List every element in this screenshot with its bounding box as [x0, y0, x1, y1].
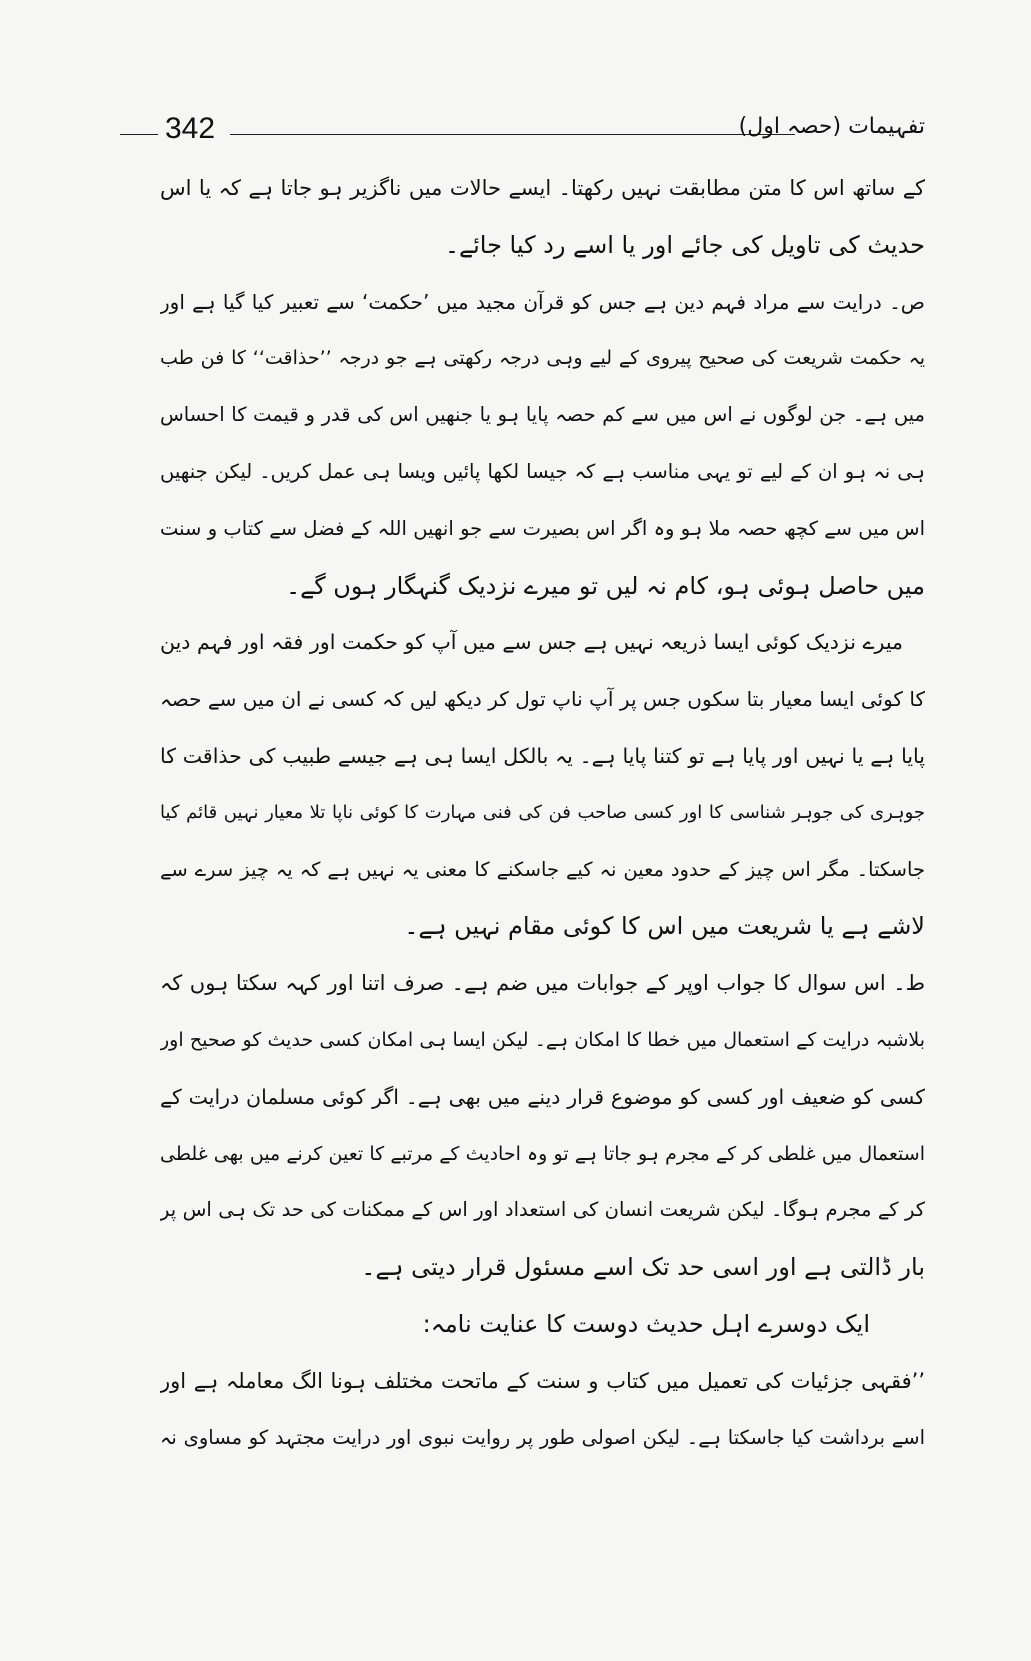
text-line: ’’فقہی جزئیات کی تعمیل میں کتاب و سنت کے ماتحت مختلف ہونا الگ معاملہ ہے اور	[160, 1368, 925, 1393]
text-line: یہ حکمت شریعت کی صحیح پیروی کے لیے وہی درجہ رکھتی ہے جو درجہ ’’حذاقت‘‘ کا فن طب	[160, 347, 925, 370]
text-line: ہی نہ ہو ان کے لیے تو یہی مناسب ہے کہ جیسا لکھا پائیں ویسا ہی عمل کریں۔ لیکن جنھیں	[160, 459, 925, 483]
text-line: کا کوئی ایسا معیار بتا سکوں جس پر آپ ناپ تول کر دیکھ لیں کہ کسی نے ان میں سے حصہ	[160, 687, 925, 712]
text-line: کے ساتھ اس کا متن مطابقت نہیں رکھتا۔ ایسے حالات میں ناگزیر ہو جاتا ہے کہ یا اس	[160, 176, 925, 200]
book-title: تفہیمات (حصہ اول)	[738, 114, 925, 139]
text-line: ط۔ اس سوال کا جواب اوپر کے جوابات میں ضم ہے۔ صرف اتنا اور کہہ سکتا ہوں کہ	[160, 971, 925, 996]
text-line: بلاشبہ درایت کے استعمال میں خطا کا امکان ہے۔ لیکن ایسا ہی امکان کسی حدیث کو صحیح اور	[160, 1028, 925, 1051]
text-line: جاسکتا۔ مگر اس چیز کے حدود معین نہ کیے جاسکنے کا معنی یہ نہیں ہے کہ یہ چیز سرے سے	[160, 857, 925, 881]
text-line: اسے برداشت کیا جاسکتا ہے۔ لیکن اصولی طور پر روایت نبوی اور درایت مجتہد کو مساوی نہ	[160, 1425, 925, 1449]
page-body	[160, 160, 925, 1466]
header-rule	[230, 134, 795, 135]
text-line: پایا ہے یا نہیں اور پایا ہے تو کتنا پایا ہے۔ یہ بالکل ایسا ہی ہے جیسے طبیب کی حذاقت کا	[160, 743, 925, 768]
text-line: استعمال میں غلطی کر کے مجرم ہو جاتا ہے تو وہ احادیث کے مرتبے کا تعین کرنے میں بھی غلطی	[160, 1142, 925, 1165]
text-line: لاشے ہے یا شریعت میں اس کا کوئی مقام نہیں ہے۔	[404, 912, 925, 941]
header-dash	[120, 134, 158, 135]
text-line: بار ڈالتی ہے اور اسی حد تک اسے مسئول قرار دیتی ہے۔	[361, 1253, 925, 1282]
running-header	[120, 112, 925, 152]
text-line: میں ہے۔ جن لوگوں نے اس میں سے کم حصہ پایا ہو یا جنھیں اس کی قدر و قیمت کا احساس	[160, 403, 925, 427]
text-line: میرے نزدیک کوئی ایسا ذریعہ نہیں ہے جس سے میں آپ کو حکمت اور فقہ اور فہم دین	[160, 630, 903, 655]
text-line: میں حاصل ہوئی ہو، کام نہ لیں تو میرے نزدیک گنہگار ہوں گے۔	[286, 571, 925, 600]
text-line: حدیث کی تاویل کی جائے اور یا اسے رد کیا جائے۔	[444, 230, 925, 259]
text-line: جوہری کی جوہر شناسی کا اور کسی صاحب فن کی فنی مہارت کا کوئی ناپا تلا معیار نہیں قائم کیا	[160, 801, 925, 823]
text-line: کر کے مجرم ہوگا۔ لیکن شریعت انسان کی استعداد اور اس کے ممکنات کی حد تک ہی اس پر	[160, 1198, 925, 1222]
text-line: کسی کو ضعیف اور کسی کو موضوع قرار دینے میں بھی ہے۔ اگر کوئی مسلمان درایت کے	[160, 1084, 925, 1109]
text-line: اس میں سے کچھ حصہ ملا ہو وہ اگر اس بصیرت سے جو انھیں اللہ کے فضل سے کتاب و سنت	[160, 516, 925, 540]
text-line: ص۔ درایت سے مراد فہم دین ہے جس کو قرآن مجید میں ’حکمت‘ سے تعبیر کیا گیا ہے اور	[160, 289, 925, 314]
text-line: ایک دوسرے اہل حدیث دوست کا عنایت نامہ:	[422, 1309, 870, 1338]
page-number: 342	[165, 112, 216, 145]
